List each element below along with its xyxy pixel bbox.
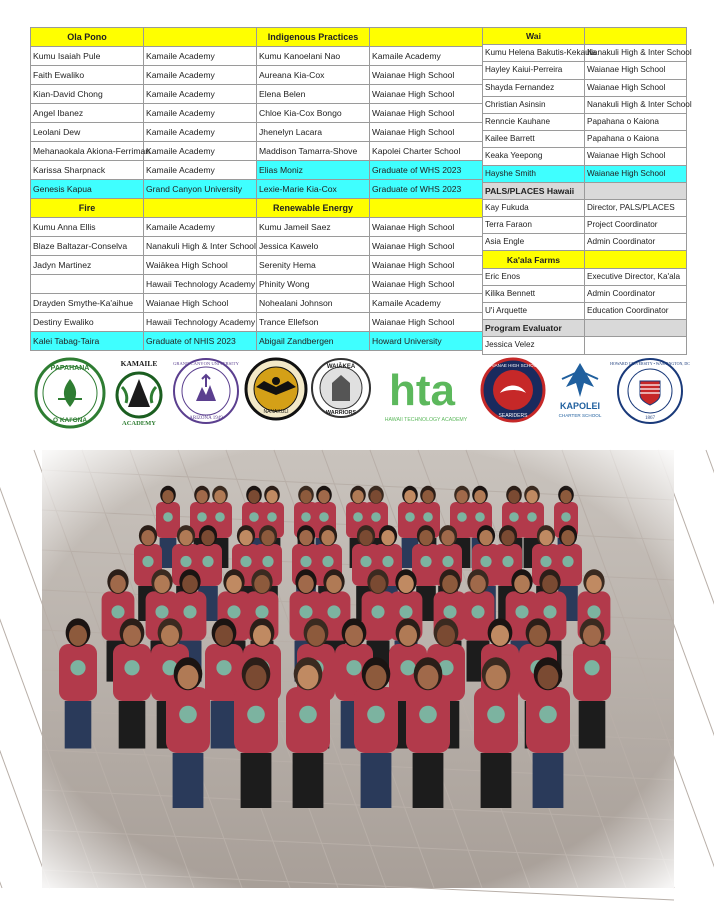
school-cell: Kamaile Academy <box>144 123 257 142</box>
school-cell <box>370 199 483 218</box>
school-cell: Waianae High School <box>370 237 483 256</box>
table-row <box>257 142 483 161</box>
name-cell: Kay Fukuda <box>483 199 585 216</box>
school-cell: Director, PALS/PLACES <box>585 199 687 216</box>
name-cell: Elias Moniz <box>257 161 370 180</box>
school-cell: Kamaile Academy <box>144 142 257 161</box>
school-cell: Kamaile Academy <box>144 218 257 237</box>
school-cell: Nanakuli High & Inter School <box>585 45 687 62</box>
howard-text: HOWARD UNIVERSITY • WASHINGTON, DC <box>610 361 690 366</box>
name-cell: U'i Arquette <box>483 303 585 320</box>
name-cell: Elena Belen <box>257 85 370 104</box>
table-row <box>483 268 687 285</box>
school-cell <box>585 320 687 337</box>
name-cell: Kian-David Chong <box>31 85 144 104</box>
name-cell: Shayda Fernandez <box>483 79 585 96</box>
table-row <box>31 85 257 104</box>
section-title: Ka'ala Farms <box>483 251 585 268</box>
school-cell <box>585 251 687 268</box>
table-row <box>257 180 483 199</box>
school-cell: Waianae High School <box>370 123 483 142</box>
table-row <box>483 62 687 79</box>
school-cell: Hawaii Technology Academy <box>144 313 257 332</box>
school-cell: Waianae High School <box>585 79 687 96</box>
section-title: Indigenous Practices <box>257 28 370 47</box>
school-cell: Kamaile Academy <box>144 85 257 104</box>
school-cell <box>144 199 257 218</box>
waiakea-logo <box>310 357 372 419</box>
table-row <box>257 66 483 85</box>
table-row <box>257 161 483 180</box>
name-cell: Mehanaokala Akiona-Ferriman <box>31 142 144 161</box>
table-row <box>257 256 483 275</box>
group-photo <box>42 450 674 888</box>
school-cell: Waianae High School <box>585 62 687 79</box>
name-cell: Kumu Jameil Saez <box>257 218 370 237</box>
name-cell: Serenity Hema <box>257 256 370 275</box>
name-cell: Kumu Helena Bakutis-Kekaula <box>483 45 585 62</box>
wai-pals-kaala-table <box>482 27 692 355</box>
section-title: Program Evaluator <box>483 320 585 337</box>
school-cell: Kamaile Academy <box>144 47 257 66</box>
school-cell: Waianae High School <box>585 165 687 182</box>
school-cell: Kamaile Academy <box>370 294 483 313</box>
waianae-logo <box>480 357 546 423</box>
name-cell: Nohealani Johnson <box>257 294 370 313</box>
school-cell: Waianae High School <box>144 294 257 313</box>
school-cell: Kamaile Academy <box>144 66 257 85</box>
school-cell: Kamaile Academy <box>370 47 483 66</box>
name-cell: Karissa Sharpnack <box>31 161 144 180</box>
table-row <box>257 47 483 66</box>
school-cell: Waianae High School <box>370 218 483 237</box>
table-row <box>31 180 257 199</box>
name-cell: Keaka Yeepong <box>483 148 585 165</box>
school-cell: Waianae High School <box>370 275 483 294</box>
table-row <box>31 294 257 313</box>
table-row <box>257 85 483 104</box>
eagle-seal-logo <box>244 357 308 421</box>
table-row <box>31 142 257 161</box>
table-row <box>483 303 687 320</box>
table-row <box>483 199 687 216</box>
hta-big-text: hta <box>389 366 455 415</box>
table-row <box>31 275 257 294</box>
section-title: Wai <box>483 28 585 45</box>
section-header-row <box>31 199 257 218</box>
school-cell: Kapolei Charter School <box>370 142 483 161</box>
table-row <box>257 104 483 123</box>
table-row <box>483 79 687 96</box>
indigenous-renewable-table <box>256 27 483 351</box>
name-cell: Hayshe Smith <box>483 165 585 182</box>
table-row <box>31 47 257 66</box>
table-row <box>257 237 483 256</box>
name-cell: Kumu Isaiah Pule <box>31 47 144 66</box>
section-header-row <box>483 320 687 337</box>
hta-logo <box>378 357 474 429</box>
table-row <box>483 285 687 302</box>
howard-logo <box>610 357 690 425</box>
papahana-top-text: PAPAHANA <box>50 365 90 372</box>
table-row <box>483 131 687 148</box>
waiakea-sub-text: WARRIORS <box>325 410 357 416</box>
school-cell: Graduate of WHS 2023 <box>370 180 483 199</box>
name-cell: Drayden Smythe-Ka'aihue <box>31 294 144 313</box>
school-cell: Education Coordinator <box>585 303 687 320</box>
section-header-row <box>257 28 483 47</box>
papahana-logo <box>34 357 106 429</box>
school-cell <box>585 182 687 199</box>
table-row <box>31 256 257 275</box>
table-row <box>483 45 687 62</box>
school-cell: Howard University <box>370 332 483 351</box>
school-cell: Graduate of WHS 2023 <box>370 161 483 180</box>
name-cell: Genesis Kapua <box>31 180 144 199</box>
name-cell: Aureana Kia-Cox <box>257 66 370 85</box>
name-cell: Leolani Dew <box>31 123 144 142</box>
section-header-row <box>483 28 687 45</box>
waianae-sub-text: SEARIDERS <box>498 413 528 419</box>
table-row <box>483 148 687 165</box>
school-cell: Waiākea High School <box>144 256 257 275</box>
gcu-logo <box>172 357 240 425</box>
name-cell: Christian Asinsin <box>483 96 585 113</box>
name-cell: Faith Ewaliko <box>31 66 144 85</box>
table-row <box>31 123 257 142</box>
name-cell: Maddison Tamarra-Shove <box>257 142 370 161</box>
name-cell: Kalei Tabag-Taira <box>31 332 144 351</box>
school-cell <box>370 28 483 47</box>
school-cell: Waianae High School <box>370 104 483 123</box>
school-cell: Waianae High School <box>585 148 687 165</box>
name-cell: Renncie Kauhane <box>483 113 585 130</box>
kamaile-bottom-text: ACADEMY <box>122 420 156 427</box>
name-cell: Phinity Wong <box>257 275 370 294</box>
section-header-row <box>257 199 483 218</box>
name-cell: Jessica Kawelo <box>257 237 370 256</box>
partner-logos-row <box>0 357 714 432</box>
table-row <box>31 313 257 332</box>
name-cell: Lexie-Marie Kia-Cox <box>257 180 370 199</box>
name-cell: Jessica Velez <box>483 337 585 354</box>
school-cell: Waianae High School <box>370 85 483 104</box>
section-title: Ola Pono <box>31 28 144 47</box>
section-title: Renewable Energy <box>257 199 370 218</box>
howard-sub-text: 1867 <box>645 416 655 421</box>
table-row <box>257 294 483 313</box>
eagle-seal-text: NANAKULI <box>263 409 289 415</box>
school-cell: Papahana o Kaiona <box>585 131 687 148</box>
name-cell: Asia Engle <box>483 234 585 251</box>
school-cell: Waianae High School <box>370 66 483 85</box>
school-cell: Graduate of NHIS 2023 <box>144 332 257 351</box>
section-title: PALS/PLACES Hawaii <box>483 182 585 199</box>
school-cell: Grand Canyon University <box>144 180 257 199</box>
table-row <box>31 104 257 123</box>
name-cell: Eric Enos <box>483 268 585 285</box>
table-row <box>483 165 687 182</box>
name-cell <box>31 275 144 294</box>
table-row <box>483 96 687 113</box>
ola-pono-fire-table <box>30 27 257 351</box>
kamaile-logo <box>108 357 170 429</box>
table-row <box>31 218 257 237</box>
section-header-row <box>483 182 687 199</box>
school-cell: Nanakuli High & Inter School <box>144 237 257 256</box>
name-cell: Kumu Kanoelani Nao <box>257 47 370 66</box>
kapolei-big-text: KAPOLEI <box>559 401 601 411</box>
school-cell: Papahana o Kaiona <box>585 113 687 130</box>
school-cell: Hawaii Technology Academy <box>144 275 257 294</box>
school-cell: Project Coordinator <box>585 217 687 234</box>
gcu-sub-text: ARIZONA 1949 <box>189 416 223 421</box>
name-cell: Blaze Baltazar-Conselva <box>31 237 144 256</box>
section-header-row <box>31 28 257 47</box>
name-cell: Destiny Ewaliko <box>31 313 144 332</box>
school-cell: Nanakuli High & Inter School <box>585 96 687 113</box>
table-row <box>257 275 483 294</box>
section-title: Fire <box>31 199 144 218</box>
name-cell: Jadyn Martinez <box>31 256 144 275</box>
hta-small-text: HAWAII TECHNOLOGY ACADEMY <box>384 417 468 423</box>
name-cell: Jhenelyn Lacara <box>257 123 370 142</box>
table-row <box>257 218 483 237</box>
table-row <box>257 313 483 332</box>
table-row <box>483 234 687 251</box>
school-cell: Kamaile Academy <box>144 161 257 180</box>
kamaile-top-text: KAMAILE <box>120 359 158 368</box>
school-cell: Waianae High School <box>370 256 483 275</box>
waianae-text: WAIANAE HIGH SCHOOL <box>486 363 540 368</box>
name-cell: Trance Ellefson <box>257 313 370 332</box>
school-cell: Kamaile Academy <box>144 104 257 123</box>
school-cell <box>144 28 257 47</box>
table-row <box>31 66 257 85</box>
name-cell: Chloe Kia-Cox Bongo <box>257 104 370 123</box>
table-row <box>483 217 687 234</box>
name-cell: Angel Ibanez <box>31 104 144 123</box>
school-cell: Executive Director, Ka'ala <box>585 268 687 285</box>
name-cell: Kumu Anna Ellis <box>31 218 144 237</box>
table-row <box>31 332 257 351</box>
school-cell: Admin Coordinator <box>585 234 687 251</box>
table-row <box>483 337 687 354</box>
school-cell <box>585 337 687 354</box>
gcu-text: GRAND CANYON UNIVERSITY <box>173 361 239 366</box>
table-row <box>257 123 483 142</box>
name-cell: Terra Faraon <box>483 217 585 234</box>
school-cell: Waianae High School <box>370 313 483 332</box>
kapolei-small-text: CHARTER SCHOOL <box>558 413 602 418</box>
table-row <box>257 332 483 351</box>
table-row <box>31 237 257 256</box>
school-cell: Admin Coordinator <box>585 285 687 302</box>
name-cell: Kailee Barrett <box>483 131 585 148</box>
kapolei-logo <box>548 357 612 423</box>
table-row <box>31 161 257 180</box>
name-cell: Abigail Zandbergen <box>257 332 370 351</box>
papahana-bottom-text: O KAI'ONA <box>52 417 88 424</box>
waiakea-text: WAIĀKEA <box>326 364 356 370</box>
name-cell: Kilika Bennett <box>483 285 585 302</box>
name-cell: Hayley Kaiui-Perreira <box>483 62 585 79</box>
school-cell <box>585 28 687 45</box>
section-header-row <box>483 251 687 268</box>
table-row <box>483 113 687 130</box>
